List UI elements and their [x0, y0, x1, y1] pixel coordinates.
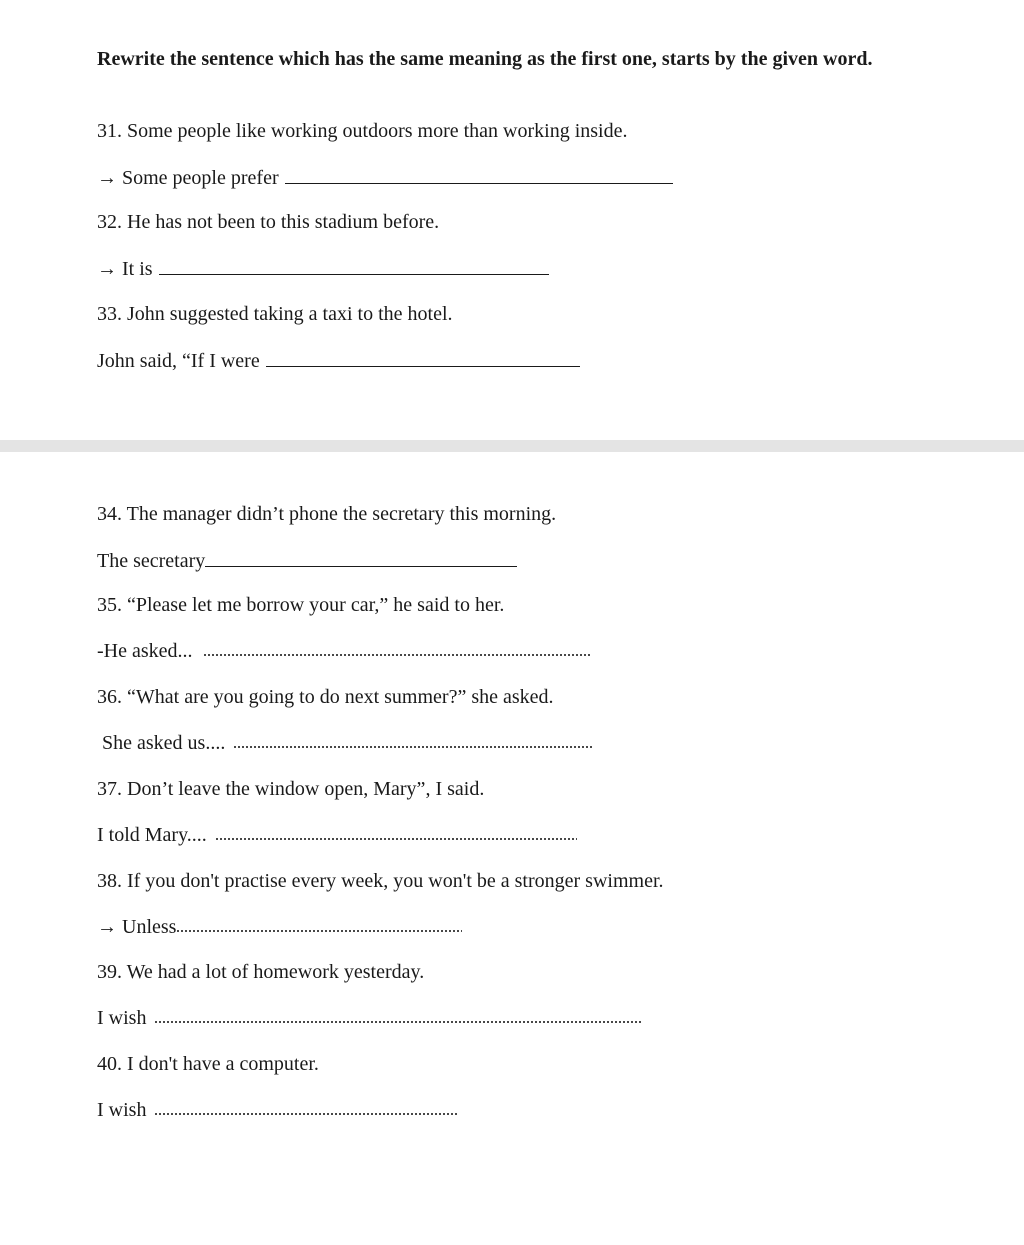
- answer-blank[interactable]: [154, 1112, 458, 1116]
- question-number: 31.: [97, 120, 122, 142]
- answer-blank[interactable]: [203, 653, 591, 657]
- answer-prompt: The secretary: [97, 550, 206, 572]
- question-sentence: I don't have a computer.: [127, 1053, 319, 1075]
- answer-34: [97, 548, 517, 573]
- answer-blank[interactable]: [233, 745, 593, 749]
- question-sentence: We had a lot of homework yesterday.: [126, 961, 425, 983]
- answer-prompt: -He asked...: [97, 640, 193, 662]
- answer-blank[interactable]: [205, 548, 517, 567]
- answer-blank[interactable]: [285, 165, 673, 184]
- question-39: [97, 960, 424, 984]
- answer-32: [97, 256, 549, 281]
- answer-prompt: I wish: [97, 1007, 147, 1029]
- question-35: [97, 593, 504, 617]
- question-number: 35.: [97, 594, 122, 616]
- question-32: [97, 210, 439, 234]
- answer-prompt: → Unless: [97, 916, 177, 938]
- question-33: [97, 302, 453, 326]
- question-40: [97, 1052, 319, 1076]
- question-number: 40.: [97, 1053, 122, 1075]
- question-34: [97, 502, 556, 526]
- answer-35: [97, 639, 591, 663]
- answer-blank[interactable]: [215, 837, 577, 841]
- question-38: [97, 869, 664, 893]
- question-37: [97, 777, 484, 801]
- question-sentence: The manager didn’t phone the secretary this morning.: [126, 503, 557, 525]
- answer-40: [97, 1098, 458, 1122]
- answer-blank[interactable]: [154, 1020, 642, 1024]
- question-number: 32.: [97, 211, 122, 233]
- answer-prompt: → Some people prefer: [97, 167, 279, 189]
- question-number: 33.: [97, 303, 122, 325]
- question-sentence: If you don't practise every week, you won't be a stronger swimmer.: [127, 870, 664, 892]
- question-sentence: He has not been to this stadium before.: [127, 211, 440, 233]
- question-number: 36.: [97, 686, 122, 708]
- answer-blank[interactable]: [159, 256, 549, 275]
- question-number: 39.: [97, 961, 122, 983]
- answer-38: [97, 915, 462, 939]
- answer-36: [102, 731, 593, 755]
- page-1: [0, 0, 1024, 440]
- question-sentence: “Please let me borrow your car,” he said to her.: [127, 594, 505, 616]
- question-31: [97, 119, 627, 143]
- answer-blank[interactable]: [266, 348, 580, 367]
- question-number: 38.: [97, 870, 122, 892]
- answer-prompt: I told Mary....: [97, 824, 207, 846]
- answer-31: [97, 165, 673, 190]
- answer-33: [97, 348, 580, 373]
- answer-blank[interactable]: [176, 929, 462, 933]
- instruction-heading: Rewrite the sentence which has the same meaning as the first one, starts by the given word.: [97, 48, 873, 70]
- question-sentence: Don’t leave the window open, Mary”, I said.: [127, 778, 485, 800]
- question-number: 34.: [97, 503, 122, 525]
- answer-prompt: I wish: [97, 1099, 147, 1121]
- page-2: [0, 452, 1024, 1245]
- answer-prompt: → It is: [97, 258, 153, 280]
- answer-prompt: John said, “If I were: [97, 350, 260, 372]
- question-number: 37.: [97, 778, 122, 800]
- answer-prompt: She asked us....: [102, 732, 226, 754]
- question-sentence: Some people like working outdoors more than working inside.: [127, 120, 628, 142]
- answer-37: [97, 823, 577, 847]
- page-separator: [0, 440, 1024, 452]
- question-36: [97, 685, 554, 709]
- answer-39: [97, 1006, 642, 1030]
- question-sentence: John suggested taking a taxi to the hotel.: [127, 303, 453, 325]
- question-sentence: “What are you going to do next summer?” she asked.: [127, 686, 554, 708]
